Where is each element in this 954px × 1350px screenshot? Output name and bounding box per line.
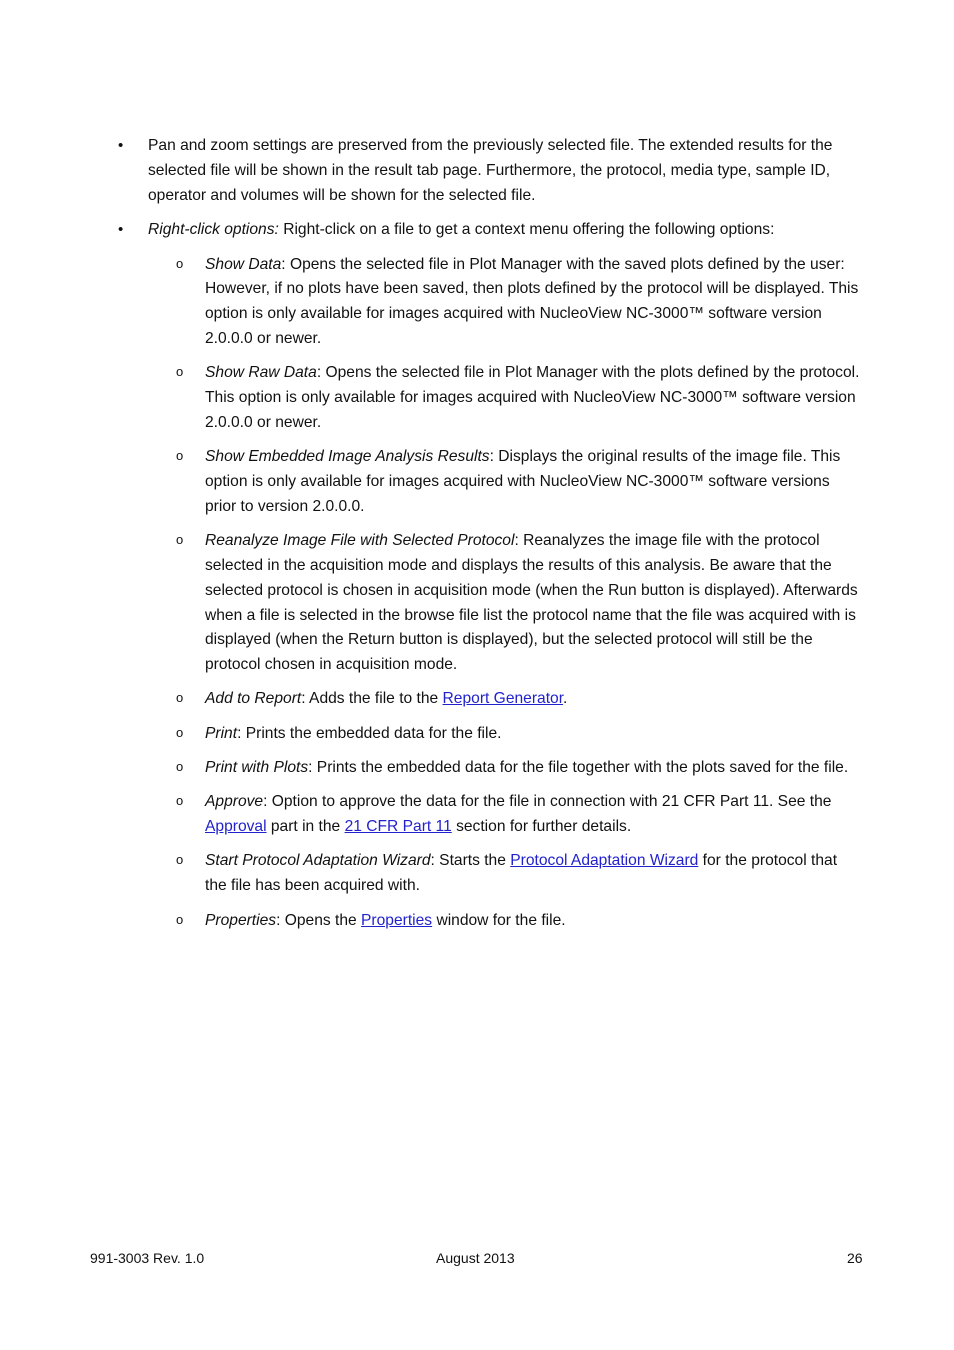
report-generator-link[interactable]: Report Generator bbox=[442, 690, 564, 708]
option-text: : Opens the bbox=[276, 911, 362, 929]
sub-marker: o bbox=[176, 724, 184, 740]
option-text: for the protocol that the file has been acquired with. bbox=[205, 852, 838, 895]
footer-page-number: 26 bbox=[847, 1250, 863, 1266]
sub-marker: o bbox=[176, 852, 184, 868]
option-text: : Displays the original results of the image file. This option is only available for images acquired with NucleoView NC-3000™ software versions prior to version 2.0.0.0. bbox=[205, 448, 841, 515]
option-text: : Prints the embedded data for the file. bbox=[237, 724, 502, 742]
option-label: Show Data bbox=[205, 255, 282, 273]
option-label: Properties bbox=[205, 911, 277, 929]
option-show-raw-data bbox=[0, 361, 861, 435]
properties-link[interactable]: Properties bbox=[361, 911, 433, 929]
option-label: Approve bbox=[205, 793, 264, 811]
approval-link[interactable]: Approval bbox=[205, 818, 267, 836]
footer-doc-id: 991-3003 Rev. 1.0 bbox=[90, 1250, 205, 1266]
option-text: part in the bbox=[266, 818, 345, 836]
sub-marker: o bbox=[176, 364, 184, 380]
option-show-embedded-results bbox=[0, 445, 861, 519]
bullet-text: Pan and zoom settings are preserved from the previously selected file. The extended results for the selected file will be shown in the result tab page. Furthermore, the protocol, media type, sample ID, operator and volumes will be shown for the selected file. bbox=[148, 137, 833, 204]
sub-marker: o bbox=[176, 690, 184, 706]
right-click-options-list bbox=[0, 253, 954, 934]
bullet-item-right-click bbox=[0, 218, 866, 243]
option-text: : Opens the selected file in Plot Manager with the saved plots defined by the user: However, if no plots have been saved, then plots defined by the protocol will be displayed. This option is only available for images acquired with NucleoView NC-3000™ software version 2.0.0.0 or newer. bbox=[205, 255, 859, 348]
cfr-part-11-link[interactable]: 21 CFR Part 11 bbox=[344, 818, 452, 836]
bullet-marker: • bbox=[118, 137, 124, 154]
bullet-label: Right-click options: bbox=[148, 220, 279, 238]
option-label: Start Protocol Adaptation Wizard bbox=[205, 852, 431, 870]
option-text: : Adds the file to the bbox=[301, 690, 443, 708]
sub-marker: o bbox=[176, 448, 184, 464]
option-start-protocol-wizard bbox=[0, 849, 861, 899]
option-text: : Starts the bbox=[430, 852, 511, 870]
option-print bbox=[0, 722, 861, 747]
option-label: Add to Report bbox=[205, 690, 302, 708]
option-text: : Reanalyzes the image file with the protocol selected in the acquisition mode and displays the results of this analysis. Be aware that the selected protocol is chosen in acquisition mode (when the Run button is displayed). Afterwards when a file is selected in the browse file list the protocol name that the file was acquired with is displayed (when the Return button is displayed), but the selected protocol will still be the protocol chosen in acquisition mode. bbox=[205, 532, 858, 674]
sub-marker: o bbox=[176, 255, 184, 271]
option-label: Show Embedded Image Analysis Results bbox=[205, 448, 490, 466]
bullet-marker: • bbox=[118, 220, 124, 238]
sub-marker: o bbox=[176, 793, 184, 809]
option-print-with-plots bbox=[0, 756, 861, 781]
option-add-to-report bbox=[0, 687, 861, 712]
bullet-item-pan-zoom bbox=[0, 134, 866, 208]
bullet-text: Right-click on a file to get a context menu offering the following options: bbox=[278, 220, 775, 238]
option-text: section for further details. bbox=[451, 818, 632, 836]
footer-date: August 2013 bbox=[436, 1250, 515, 1266]
option-label: Show Raw Data bbox=[205, 364, 317, 382]
option-label: Reanalyze Image File with Selected Protocol bbox=[205, 532, 515, 550]
option-show-data bbox=[0, 253, 861, 352]
sub-marker: o bbox=[176, 532, 184, 548]
option-text: window for the file. bbox=[432, 911, 566, 929]
option-reanalyze bbox=[0, 529, 861, 678]
option-text: . bbox=[563, 690, 568, 708]
sub-marker: o bbox=[176, 759, 184, 775]
option-text: : Prints the embedded data for the file together with the plots saved for the file. bbox=[308, 759, 849, 777]
option-approve bbox=[0, 790, 861, 840]
document-body bbox=[0, 134, 954, 943]
option-text: : Option to approve the data for the file in connection with 21 CFR Part 11. See the bbox=[263, 793, 832, 811]
protocol-adaptation-wizard-link[interactable]: Protocol Adaptation Wizard bbox=[510, 852, 699, 870]
option-text: : Opens the selected file in Plot Manager with the plots defined by the protocol. This option is only available for images acquired with NucleoView NC-3000™ software version 2.0.0.0 or newer. bbox=[205, 364, 860, 431]
option-label: Print with Plots bbox=[205, 759, 309, 777]
option-properties bbox=[0, 909, 861, 934]
option-label: Print bbox=[205, 724, 238, 742]
sub-marker: o bbox=[176, 911, 184, 927]
